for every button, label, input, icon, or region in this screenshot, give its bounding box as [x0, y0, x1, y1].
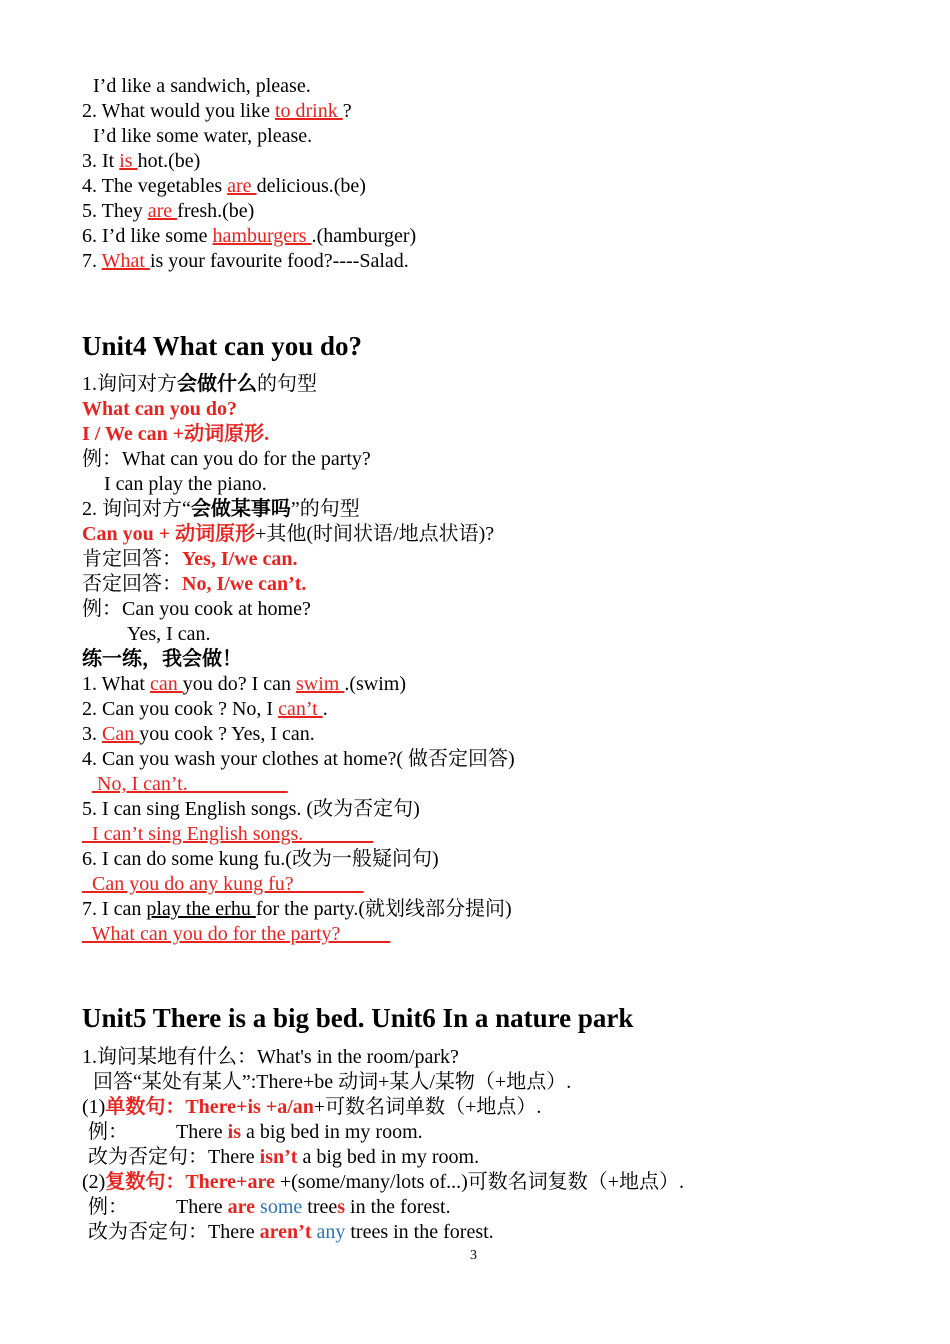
pattern-line: I / We can +动词原形.	[82, 423, 270, 445]
answer: What	[101, 250, 150, 272]
section-heading: Unit5 There is a big bed. Unit6 In a nature park	[82, 1003, 634, 1033]
example-line: 例：What can you do for the party?	[82, 448, 371, 470]
answer-line: What can you do for the party?	[82, 923, 391, 945]
answer: are	[147, 200, 178, 222]
example-line: 改为否定句：There isn’t a big bed in my room.	[88, 1146, 480, 1168]
exercise-line: 2. Can you cook ? No, I can’t .	[82, 698, 328, 720]
answer: drink	[295, 100, 343, 122]
exercise-line: 4. Can you wash your clothes at home?( 做否定回答)	[82, 748, 515, 770]
answer-line: 否定回答：No, I/we can’t.	[82, 573, 307, 595]
exercise-line: 6. I’d like some hamburgers .(hamburger)	[82, 225, 417, 247]
exercise-line: 6. I can do some kung fu.(改为一般疑问句)	[82, 848, 439, 870]
answer: can’t	[278, 698, 323, 720]
exercise-line: 1. What can you do? I can swim .(swim)	[82, 673, 407, 695]
exercise-line: 5. They are fresh.(be)	[82, 200, 255, 222]
practice-heading: 练一练，我会做！	[82, 648, 242, 670]
text-line: 2. 询问对方“会做某事吗”的句型	[82, 498, 360, 520]
example-line: Yes, I can.	[127, 623, 211, 645]
pattern-line: (2)复数句：There+are +(some/many/lots of...)可数名词复数（+地点）.	[82, 1171, 685, 1193]
text-line: 1.询问对方会做什么的句型	[82, 373, 317, 395]
answer: swim	[296, 673, 345, 695]
page-number: 3	[470, 1248, 477, 1263]
text-line: 1.询问某地有什么：What's in the room/park?	[82, 1046, 459, 1068]
text-line: I’d like a sandwich, please.	[93, 75, 311, 97]
answer: are	[227, 175, 257, 197]
answer: Can	[102, 723, 140, 745]
answer: hamburgers	[212, 225, 312, 247]
answer-line: Can you do any kung fu?	[82, 873, 364, 895]
exercise-line: 7. I can play the erhu for the party.(就划线部分提问)	[82, 898, 512, 920]
pattern-line: What can you do?	[82, 398, 238, 420]
answer: can	[149, 673, 183, 695]
example-line: I can play the piano.	[104, 473, 267, 495]
text-line: I’d like some water, please.	[93, 125, 313, 147]
exercise-line: 3. It is hot.(be)	[82, 150, 201, 172]
pattern-line: (1)单数句：There+is +a/an+可数名词单数（+地点）.	[82, 1096, 542, 1118]
answer-line: 肯定回答：Yes, I/we can.	[82, 548, 298, 570]
example-line: 例： There are some trees in the forest.	[88, 1196, 451, 1218]
answer: is	[119, 150, 138, 172]
exercise-line: 3. Can you cook ? Yes, I can.	[82, 723, 315, 745]
example-line: 改为否定句：There aren’t any trees in the forest.	[88, 1221, 494, 1243]
exercise-line: 2. What would you like to drink ?	[82, 100, 352, 122]
text-line: 回答“某处有某人”:There+be 动词+某人/某物（+地点）.	[93, 1071, 572, 1093]
answer-line: No, I can’t.	[92, 773, 288, 795]
exercise-line: 4. The vegetables are delicious.(be)	[82, 175, 366, 197]
pattern-line: Can you + 动词原形+其他(时间状语/地点状语)?	[82, 523, 495, 545]
exercise-line: 7. What is your favourite food?----Salad.	[82, 250, 409, 272]
answer: to	[274, 100, 296, 122]
section-heading: Unit4 What can you do?	[82, 331, 363, 361]
exercise-line: 5. I can sing English songs. (改为否定句)	[82, 798, 420, 820]
example-line: 例： There is a big bed in my room.	[88, 1121, 423, 1143]
answer-line: I can’t sing English songs.	[82, 823, 374, 845]
example-line: 例：Can you cook at home?	[82, 598, 311, 620]
